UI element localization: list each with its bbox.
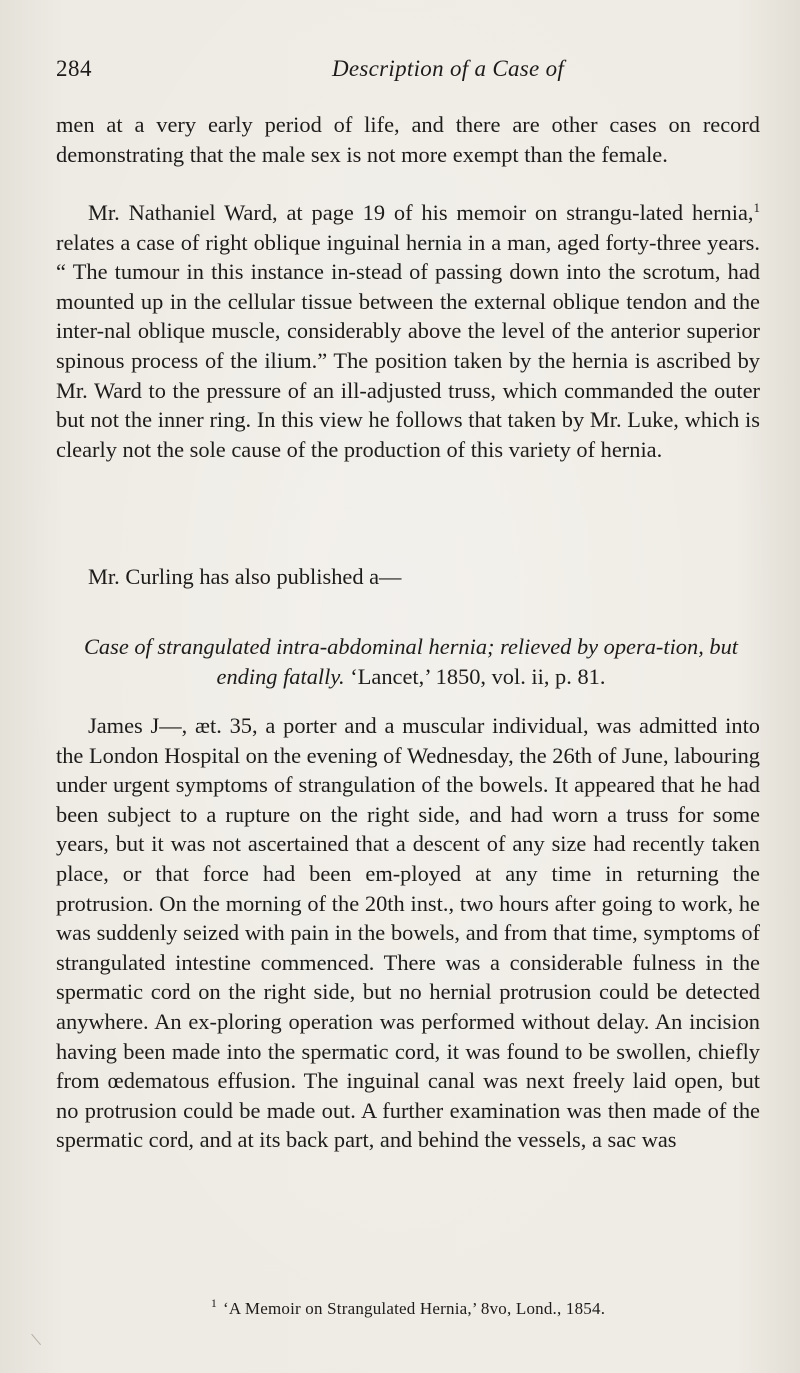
- paragraph-continuation: [56, 110, 760, 169]
- footnote-marker: 1: [210, 1296, 218, 1310]
- paragraph-2-start: Mr. Nathaniel Ward, at page 19 of his memoir on strangu-lated hernia,: [88, 200, 754, 225]
- paragraph-ward: [56, 198, 760, 464]
- footnote: [56, 1296, 760, 1319]
- page-corner-mark: [31, 1325, 51, 1345]
- case-heading: [76, 632, 746, 692]
- page-header: [56, 56, 760, 90]
- running-title: Description of a Case of: [332, 56, 565, 81]
- paragraph-curling: [56, 562, 760, 592]
- paragraph-3: Mr. Curling has also published a—: [88, 564, 402, 589]
- paragraph-2-rest: relates a case of right oblique inguinal hernia in a man, aged forty-three years. “ The tumour in this instance in-stead of passing down into the scrotum, had mounted up in the cellular tissue between the external oblique tendon and the inter-nal oblique muscle, considerably above the level of the anterior superior spinous process of the ilium.” The position taken by the hernia is ascribed by Mr. Ward to the pressure of an ill-adjusted truss, which commanded the outer but not the inner ring. In this view he follows that taken by Mr. Luke, which is clearly not the sole cause of the production of this variety of hernia.: [56, 229, 760, 462]
- paragraph-1: men at a very early period of life, and there are other cases on record demonstrating that the male sex is not more exempt than the female.: [56, 112, 760, 167]
- paragraph-4: James J—, æt. 35, a porter and a muscular individual, was admitted into the London Hospital on the evening of Wednesday, the 26th of June, labouring under urgent symptoms of strangulation of the bowels. It appeared that he had been subject to a rupture on the right side, and had worn a truss for some years, but it was not ascertained that a descent of any size had recently taken place, or that force had been em-ployed at any time in returning the protrusion. On the morning of the 20th inst., two hours after going to work, he was suddenly seized with pain in the bowels, and from that time, symptoms of strangulated intestine commenced. There was a considerable fulness in the spermatic cord on the right side, but no hernial protrusion could be detected anywhere. An ex-ploring operation was performed without delay. An incision having been made into the spermatic cord, it was found to be swollen, chiefly from œdematous effusion. The inguinal canal was next freely laid open, but no protrusion could be made out. A further examination was then made of the spermatic cord, and at its back part, and behind the vessels, a sac was: [56, 713, 760, 1153]
- paragraph-2: [56, 198, 760, 464]
- page-number: 284: [56, 56, 92, 81]
- paragraph-case-report: [56, 711, 760, 1155]
- footnote-text: ‘A Memoir on Strangulated Hernia,’ 8vo, Lond., 1854.: [223, 1299, 606, 1318]
- case-heading-title: Case of strangulated intra-abdominal hernia; relieved by opera-tion, but ending fatally.: [83, 634, 739, 689]
- footnote-reference: 1: [753, 200, 760, 215]
- case-heading-citation: ‘Lancet,’ 1850, vol. ii, p. 81.: [350, 664, 606, 689]
